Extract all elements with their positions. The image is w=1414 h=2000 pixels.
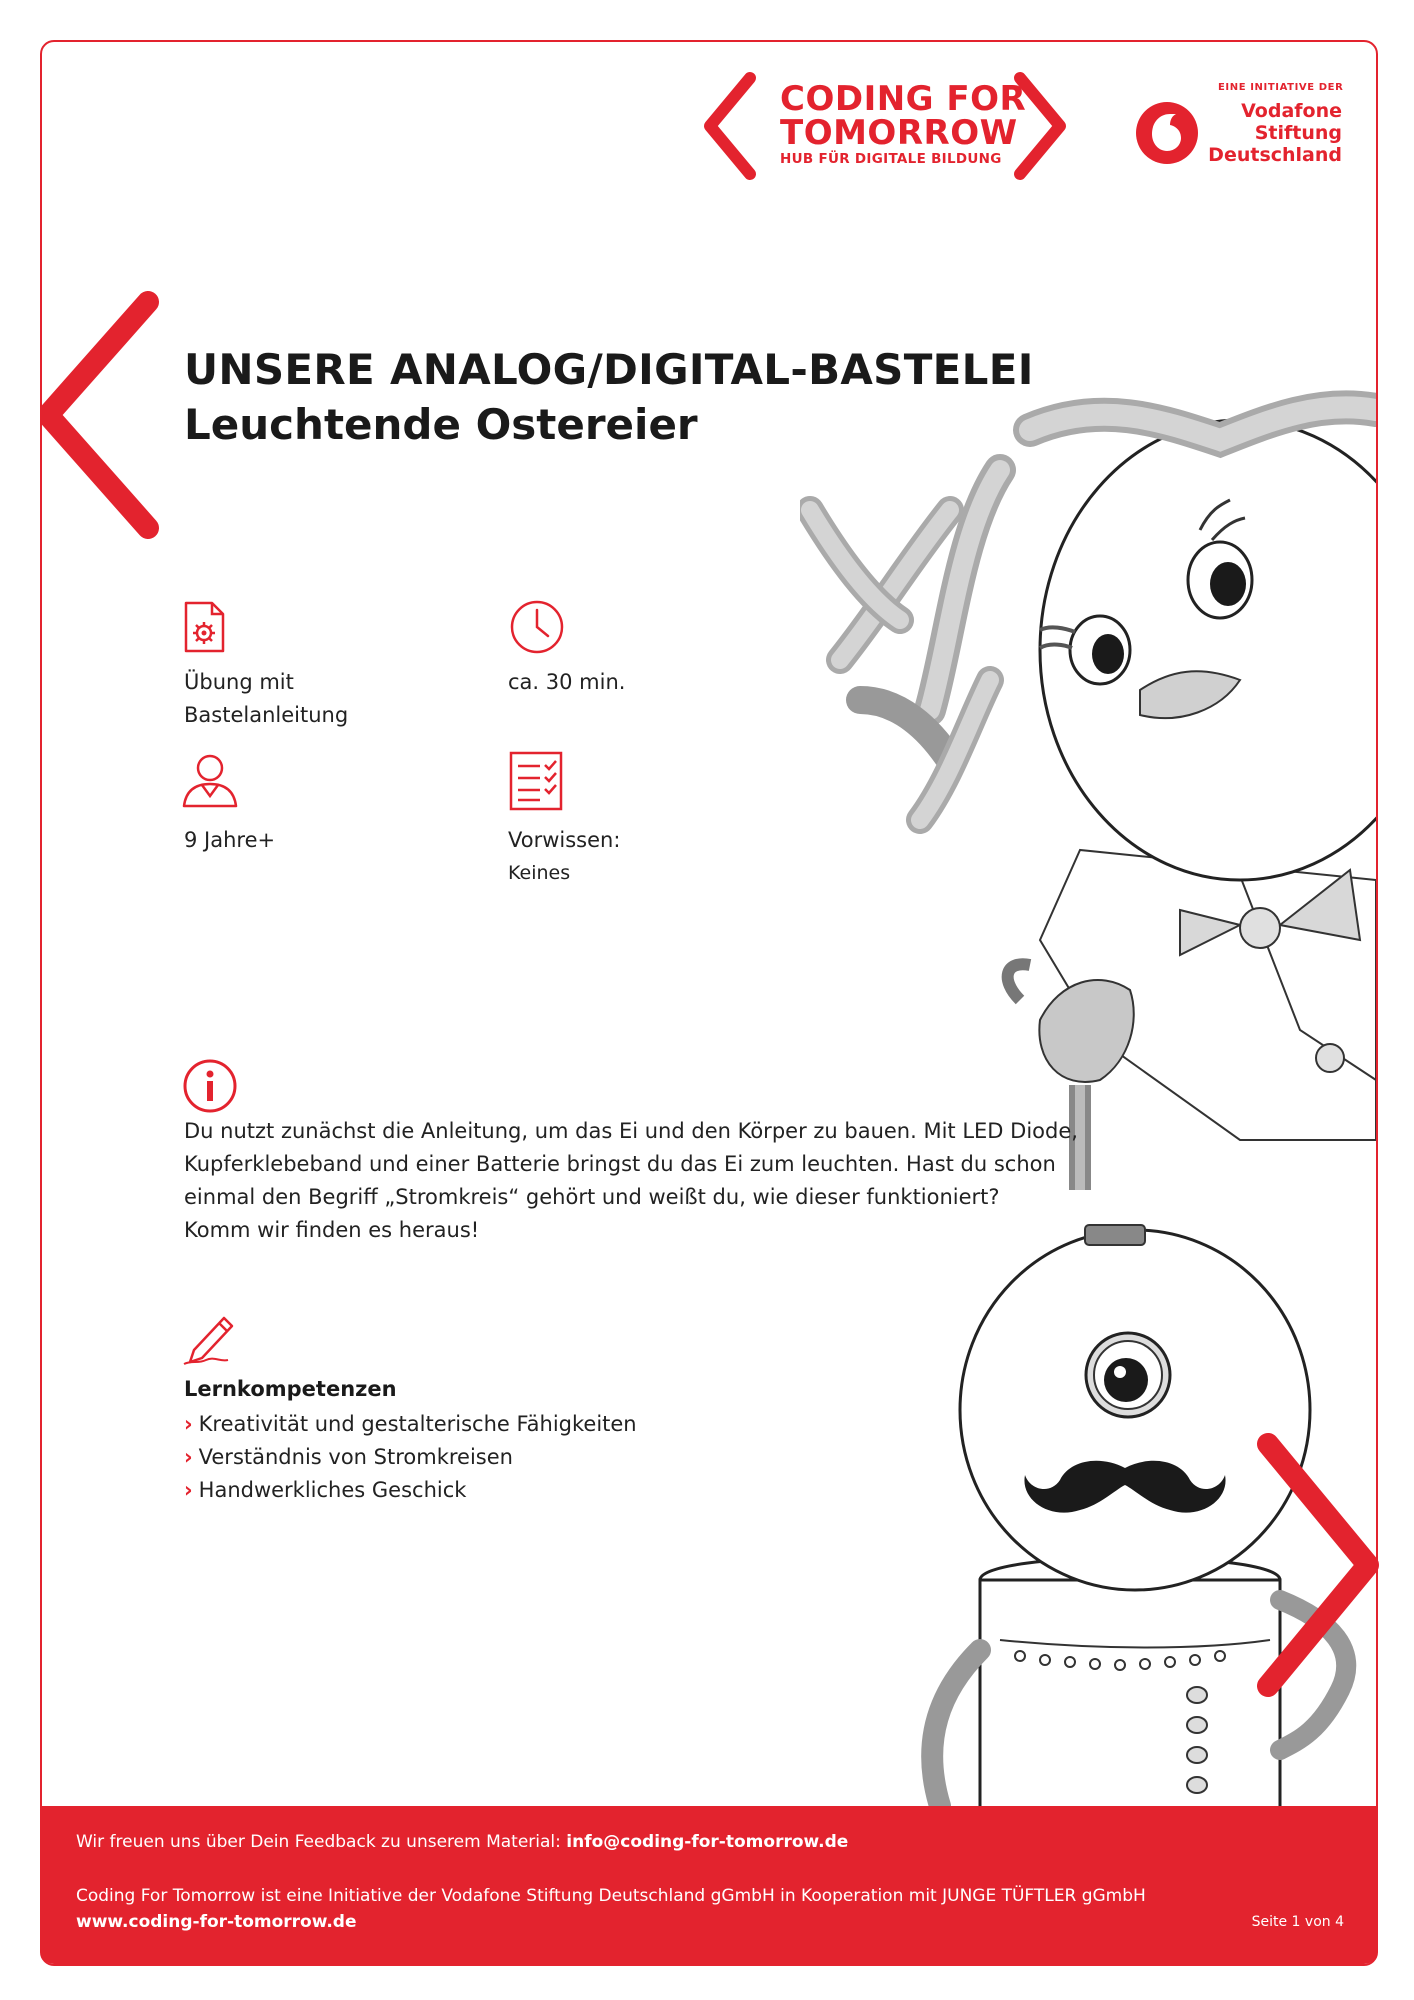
footer-website-link[interactable]: www.coding-for-tomorrow.de	[76, 1912, 357, 1932]
footer-website[interactable]	[76, 1912, 357, 1932]
cft-logo-tagline: HUB FÜR DIGITALE BILDUNG	[780, 151, 1002, 167]
logo-left-chevron-icon	[700, 70, 760, 182]
info-line3: einmal den Begriff „Stromkreis“ gehört und weißt du, wie dieser funktioniert?	[184, 1185, 1000, 1209]
checklist-icon	[508, 750, 564, 812]
vodafone-name-line2: Stiftung	[1254, 122, 1342, 144]
vodafone-foundation-name	[1200, 100, 1342, 166]
footer-feedback	[76, 1832, 848, 1852]
cft-logo-line2: TOMORROW	[780, 113, 1018, 153]
footer-initiative-text: Coding For Tomorrow ist eine Initiative der Vodafone Stiftung Deutschland gGmbH in Kooperation mit JUNGE TÜFTLER gGmbH	[76, 1886, 1146, 1906]
list-item	[184, 1441, 637, 1474]
decor-left-chevron-icon	[40, 290, 160, 540]
person-icon	[180, 752, 240, 810]
meta-type-line1: Übung mit	[184, 670, 294, 694]
info-line1: Du nutzt zunächst die Anleitung, um das Ei und den Körper zu bauen. Mit LED Diode,	[184, 1119, 1078, 1143]
list-item	[184, 1474, 637, 1507]
decor-right-chevron-icon	[1250, 1430, 1390, 1700]
competencies-heading: Lernkompetenzen	[184, 1377, 397, 1401]
vodafone-logo-icon	[1134, 100, 1200, 166]
meta-prior-label: Vorwissen:	[508, 828, 621, 852]
list-item	[184, 1408, 637, 1441]
info-line2: Kupferklebeband und einer Batterie bringst du das Ei zum leuchten. Hast du schon	[184, 1152, 1056, 1176]
competency-label: Kreativität und gestalterische Fähigkeiten	[198, 1412, 637, 1436]
pencil-icon	[180, 1310, 240, 1366]
vodafone-name-line3: Deutschland	[1208, 144, 1342, 166]
meta-age: 9 Jahre+	[184, 828, 276, 852]
footer-page-number: Seite 1 von 4	[1251, 1914, 1344, 1930]
meta-prior	[508, 824, 620, 890]
vodafone-initiative-label: EINE INITIATIVE DER	[1218, 82, 1344, 93]
page-title: UNSERE ANALOG/DIGITAL-BASTELEI	[184, 345, 1034, 394]
info-description	[184, 1115, 1084, 1247]
logo-right-chevron-icon	[1010, 70, 1070, 182]
meta-prior-value: Keines	[508, 862, 571, 884]
competency-label: Handwerkliches Geschick	[198, 1478, 467, 1502]
cft-logo-text	[780, 79, 1027, 167]
meta-type-line2: Bastelanleitung	[184, 703, 349, 727]
chevron-right-icon: ›	[184, 1412, 193, 1436]
egg-character-top-illustration	[800, 380, 1376, 1220]
info-line4: Komm wir finden es heraus!	[184, 1218, 480, 1242]
footer-feedback-text: Wir freuen uns über Dein Feedback zu unserem Material:	[76, 1832, 561, 1852]
meta-type	[184, 666, 348, 732]
competencies-list	[184, 1408, 637, 1507]
cft-logo-line1: CODING FOR	[780, 79, 1027, 119]
chevron-right-icon: ›	[184, 1445, 193, 1469]
page-subtitle: Leuchtende Ostereier	[184, 400, 698, 449]
footer-feedback-email[interactable]: info@coding-for-tomorrow.de	[566, 1832, 849, 1852]
vodafone-name-line1: Vodafone	[1241, 100, 1342, 122]
meta-duration: ca. 30 min.	[508, 670, 626, 694]
clock-icon	[508, 598, 566, 656]
info-icon	[182, 1058, 238, 1114]
document-gear-icon	[182, 600, 226, 654]
chevron-right-icon: ›	[184, 1478, 193, 1502]
footer	[40, 1806, 1378, 1964]
competency-label: Verständnis von Stromkreisen	[198, 1445, 513, 1469]
